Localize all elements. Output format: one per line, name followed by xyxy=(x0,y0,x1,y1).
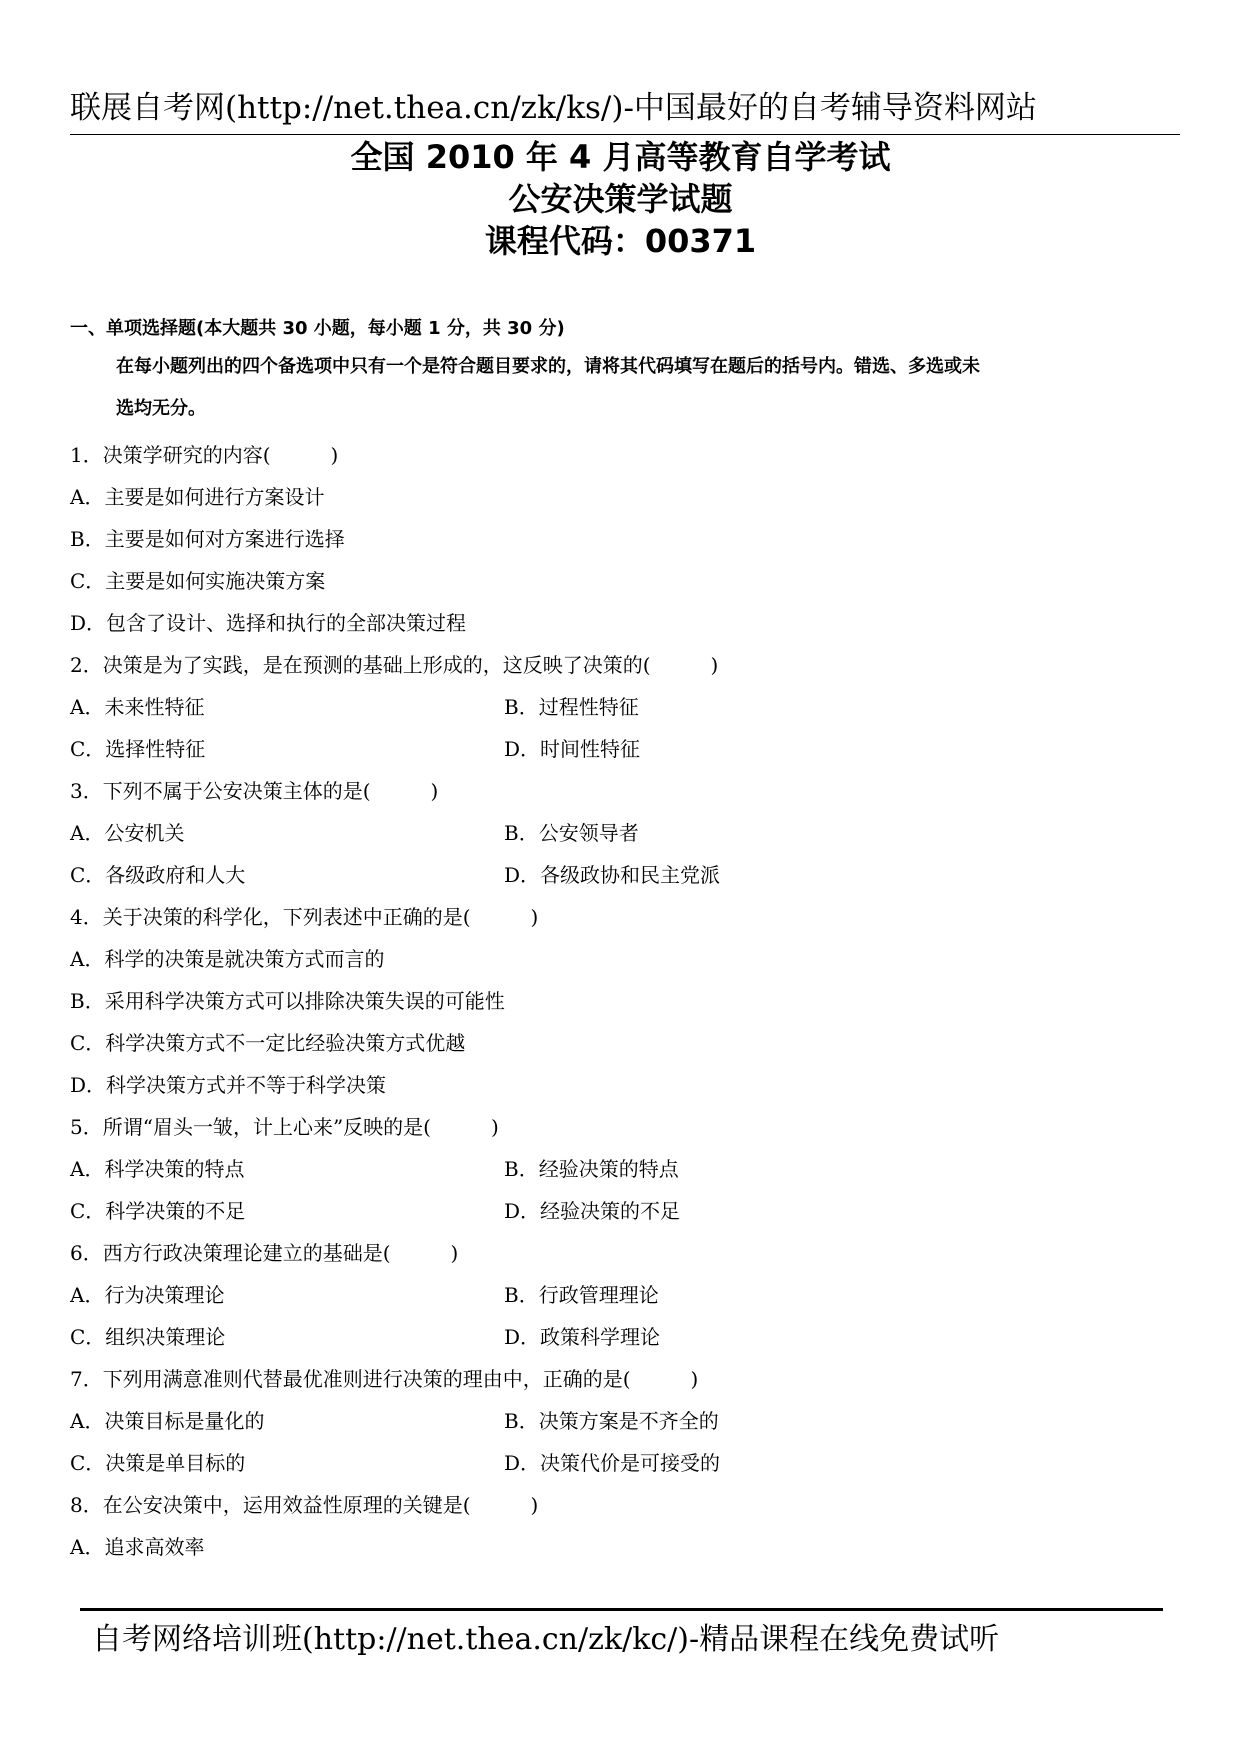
header-rule xyxy=(70,134,1180,135)
question-line xyxy=(70,938,1180,980)
line-text: B．采用科学决策方式可以排除决策失误的可能性 xyxy=(70,989,505,1013)
header-text: 联展自考网(http://net.thea.cn/zk/ks/)-中国最好的自考辅导资料网站 xyxy=(70,90,1037,126)
option-right: D．政策科学理论 xyxy=(504,1325,661,1349)
line-text: 8．在公安决策中，运用效益性原理的关键是( ) xyxy=(70,1493,539,1517)
question-line xyxy=(70,686,1180,728)
section-heading: 一、单项选择题(本大题共 30 小题，每小题 1 分，共 30 分) xyxy=(70,318,565,339)
question-line xyxy=(70,854,1180,896)
exam-title-block xyxy=(0,136,1241,262)
page-header xyxy=(70,88,1180,128)
question-line xyxy=(70,812,1180,854)
exam-title: 全国 2010 年 4 月高等教育自学考试 xyxy=(350,138,891,176)
line-text: 3．下列不属于公安决策主体的是( ) xyxy=(70,779,439,803)
page-footer: 自考网络培训班(http://net.thea.cn/zk/kc/)-精品课程在线免费试听 xyxy=(92,1622,1000,1657)
option-right: D．各级政协和民主党派 xyxy=(504,863,721,887)
option-right: D．时间性特征 xyxy=(504,737,641,761)
line-text: C．选择性特征 xyxy=(70,737,206,761)
line-text: C．科学决策的不足 xyxy=(70,1199,246,1223)
course-code: 课程代码：00371 xyxy=(484,222,757,260)
section-instruction-1: 在每小题列出的四个备选项中只有一个是符合题目要求的，请将其代码填写在题后的括号内。错选、多选或未 xyxy=(116,356,980,377)
line-text: C．科学决策方式不一定比经验决策方式优越 xyxy=(70,1031,466,1055)
question-line xyxy=(70,980,1180,1022)
line-text: A．主要是如何进行方案设计 xyxy=(70,485,325,509)
line-text: 5．所谓“眉头一皱，计上心来”反映的是( ) xyxy=(70,1115,499,1139)
question-line xyxy=(70,1484,1180,1526)
line-text: C．主要是如何实施决策方案 xyxy=(70,569,326,593)
line-text: C．决策是单目标的 xyxy=(70,1451,246,1475)
line-text: A．未来性特征 xyxy=(70,695,205,719)
option-right: B．经验决策的特点 xyxy=(504,1157,679,1181)
question-line xyxy=(70,476,1180,518)
question-line xyxy=(70,896,1180,938)
question-line xyxy=(70,728,1180,770)
section-instruction-2: 选均无分。 xyxy=(116,398,206,419)
question-line xyxy=(70,1106,1180,1148)
footer-rule xyxy=(80,1608,1163,1611)
line-text: A．追求高效率 xyxy=(70,1535,205,1559)
option-right: B．公安领导者 xyxy=(504,821,639,845)
question-line xyxy=(70,602,1180,644)
question-line xyxy=(70,1232,1180,1274)
line-text: A．公安机关 xyxy=(70,821,185,845)
line-text: A．行为决策理论 xyxy=(70,1283,225,1307)
line-text: 6．西方行政决策理论建立的基础是( ) xyxy=(70,1241,459,1265)
line-text: B．主要是如何对方案进行选择 xyxy=(70,527,345,551)
option-right: B．行政管理理论 xyxy=(504,1283,659,1307)
line-text: A．科学的决策是就决策方式而言的 xyxy=(70,947,385,971)
line-text: D．科学决策方式并不等于科学决策 xyxy=(70,1073,387,1097)
question-line xyxy=(70,644,1180,686)
subject-title: 公安决策学试题 xyxy=(508,180,733,218)
question-line xyxy=(70,1400,1180,1442)
question-line xyxy=(70,1316,1180,1358)
question-list xyxy=(70,434,1180,1568)
option-right: B．过程性特征 xyxy=(504,695,639,719)
question-line xyxy=(70,1064,1180,1106)
line-text: D．包含了设计、选择和执行的全部决策过程 xyxy=(70,611,467,635)
line-text: A．科学决策的特点 xyxy=(70,1157,245,1181)
question-line xyxy=(70,770,1180,812)
question-line xyxy=(70,1358,1180,1400)
section-intro xyxy=(70,312,1180,430)
line-text: 7．下列用满意准则代替最优准则进行决策的理由中，正确的是( ) xyxy=(70,1367,699,1391)
option-right: D．经验决策的不足 xyxy=(504,1199,681,1223)
line-text: 2．决策是为了实践，是在预测的基础上形成的，这反映了决策的( ) xyxy=(70,653,719,677)
option-right: B．决策方案是不齐全的 xyxy=(504,1409,719,1433)
question-line xyxy=(70,1274,1180,1316)
question-line xyxy=(70,434,1180,476)
question-line xyxy=(70,518,1180,560)
line-text: 1．决策学研究的内容( ) xyxy=(70,443,339,467)
line-text: 4．关于决策的科学化，下列表述中正确的是( ) xyxy=(70,905,539,929)
question-line xyxy=(70,1442,1180,1484)
question-line xyxy=(70,1190,1180,1232)
question-line xyxy=(70,1526,1180,1568)
question-line xyxy=(70,1022,1180,1064)
question-line xyxy=(70,560,1180,602)
line-text: A．决策目标是量化的 xyxy=(70,1409,265,1433)
option-right: D．决策代价是可接受的 xyxy=(504,1451,721,1475)
question-line xyxy=(70,1148,1180,1190)
line-text: C．各级政府和人大 xyxy=(70,863,246,887)
line-text: C．组织决策理论 xyxy=(70,1325,226,1349)
